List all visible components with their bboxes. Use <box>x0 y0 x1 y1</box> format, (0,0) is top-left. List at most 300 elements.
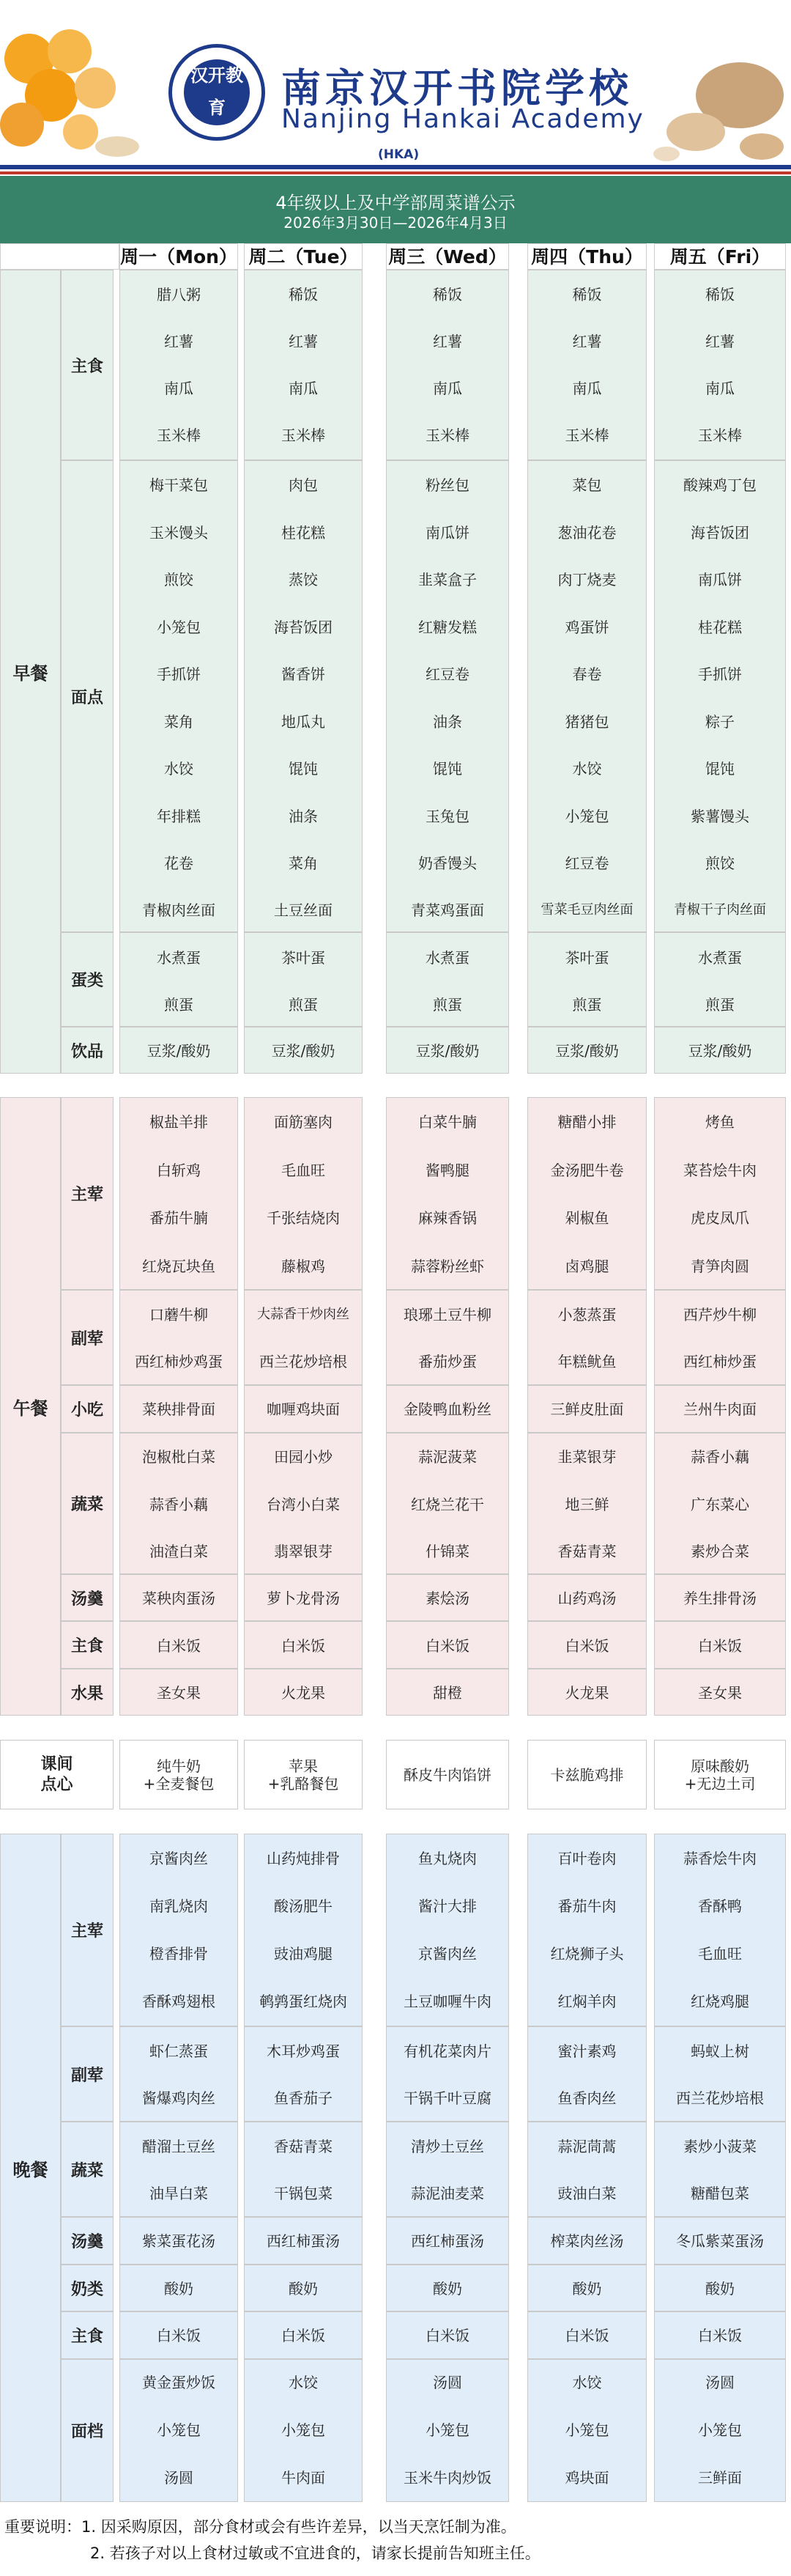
dinner-cell <box>119 2026 238 2122</box>
dish-item: 年排糕 <box>157 808 201 825</box>
dish-item: 稀饭 <box>572 286 602 303</box>
snack-item: +无边土司 <box>684 1774 756 1793</box>
date-range: 2026年3月30日—2026年4月3日 <box>283 214 508 232</box>
breakfast-row-label: 饮品 <box>61 1027 114 1074</box>
dish-item: 青菜鸡蛋面 <box>411 901 484 919</box>
dish-item: 肉包 <box>289 476 318 494</box>
lunch-cell <box>654 1574 786 1621</box>
dinner-cell <box>386 2217 509 2265</box>
breakfast-cell <box>527 1027 647 1074</box>
dish-item: 南瓜 <box>433 380 462 397</box>
snack-item: +全麦餐包 <box>143 1774 215 1793</box>
dish-item: 蜜汁素鸡 <box>557 2042 617 2060</box>
dish-item: 酸奶 <box>433 2280 462 2298</box>
dish-item: 红薯 <box>572 333 602 350</box>
dish-item: 玉米棒 <box>698 427 742 444</box>
dish-item: 南瓜 <box>289 380 318 397</box>
breakfast-cell <box>527 932 647 1027</box>
dinner-row-label: 蔬菜 <box>61 2122 114 2217</box>
lunch-cell <box>244 1290 363 1385</box>
lunch-label: 午餐 <box>0 1097 61 1716</box>
dish-item: 小笼包 <box>157 619 201 636</box>
nuts-decoration-right <box>645 44 791 169</box>
note-2: 2. 若孩子对以上食材过敏或不宜进食的，请家长提前告知班主任。 <box>90 2544 541 2562</box>
dinner-cell <box>654 2265 786 2311</box>
dish-item: 藤椒鸡 <box>281 1258 325 1275</box>
breakfast-cell <box>654 460 786 932</box>
dish-item: 西红柿炒鸡蛋 <box>135 1353 223 1370</box>
dish-item: 白米饭 <box>426 1637 469 1655</box>
lunch-cell <box>527 1669 647 1716</box>
dinner-cell <box>527 2026 647 2122</box>
menu-title: 4年级以上及中学部周菜谱公示 <box>275 193 516 213</box>
lunch-cell <box>119 1433 238 1574</box>
dinner-cell <box>654 2359 786 2502</box>
dish-item: 干锅千叶豆腐 <box>404 2089 491 2107</box>
snack-cell <box>119 1740 238 1809</box>
dish-item: 菜包 <box>572 476 602 494</box>
dish-item: 金陵鸭血粉丝 <box>404 1400 491 1418</box>
lunch-cell <box>654 1621 786 1669</box>
dinner-row-label: 面档 <box>61 2359 114 2502</box>
dish-item: 玉米棒 <box>426 427 469 444</box>
dinner-cell <box>119 2359 238 2502</box>
day-header: 周二（Tue） <box>244 243 363 270</box>
dish-item: 青椒干子肉丝面 <box>674 902 766 918</box>
dinner-cell <box>654 2217 786 2265</box>
lunch-row-label: 蔬菜 <box>61 1433 114 1574</box>
dish-item: 豆浆/酸奶 <box>146 1042 211 1060</box>
notes <box>4 2514 541 2566</box>
dish-item: 牛肉面 <box>281 2469 325 2487</box>
dish-item: 千张结烧肉 <box>267 1209 340 1227</box>
breakfast-cell <box>244 270 363 460</box>
dish-item: 黄金蛋炒饭 <box>142 2374 215 2391</box>
dish-item: 稀饭 <box>705 286 735 303</box>
dish-item: 蒜蓉粉丝虾 <box>411 1258 484 1275</box>
snack-cell <box>386 1740 509 1809</box>
dinner-cell <box>119 2217 238 2265</box>
dish-item: 西红柿蛋汤 <box>411 2232 484 2250</box>
dish-item: 茶叶蛋 <box>565 949 609 967</box>
dish-item: 小葱蒸蛋 <box>557 1306 617 1324</box>
dish-item: 葱油花卷 <box>557 524 617 542</box>
dish-item: 酱鸭腿 <box>426 1162 469 1179</box>
lunch-cell <box>386 1574 509 1621</box>
dish-item: 汤圆 <box>164 2469 193 2487</box>
dish-item: 白米饭 <box>565 2327 609 2344</box>
dish-item: 油渣白菜 <box>149 1543 208 1560</box>
dish-item: 煎蛋 <box>433 996 462 1014</box>
snack-item: +乳酪餐包 <box>267 1774 339 1793</box>
dinner-cell <box>244 1834 363 2026</box>
dish-item: 白米饭 <box>281 2327 325 2344</box>
dish-item: 火龙果 <box>565 1684 609 1702</box>
dish-item: 玉米馒头 <box>149 524 208 542</box>
dinner-cell <box>244 2122 363 2217</box>
dish-item: 有机花菜肉片 <box>404 2042 491 2060</box>
logo-text: 汉开教育 <box>184 59 250 125</box>
dish-item: 猪猪包 <box>565 713 609 731</box>
dish-item: 蒜泥茼蒿 <box>557 2138 617 2155</box>
dish-item: 水饺 <box>164 760 193 778</box>
snack-item: 苹果 <box>289 1757 318 1775</box>
lunch-cell <box>654 1433 786 1574</box>
dish-item: 圣女果 <box>698 1684 742 1702</box>
lunch-row-label: 汤羹 <box>61 1574 114 1621</box>
dish-item: 什锦菜 <box>426 1543 469 1560</box>
dish-item: 玉米棒 <box>565 427 609 444</box>
dish-item: 玉米棒 <box>157 427 201 444</box>
dish-item: 梅干菜包 <box>149 476 208 494</box>
dish-item: 豉油鸡腿 <box>274 1945 333 1963</box>
breakfast-cell <box>244 932 363 1027</box>
dish-item: 白米饭 <box>281 1637 325 1655</box>
lunch-cell <box>119 1097 238 1290</box>
breakfast-cell <box>119 1027 238 1074</box>
dinner-cell <box>119 1834 238 2026</box>
dish-item: 京酱肉丝 <box>418 1945 477 1963</box>
school-header <box>0 0 791 176</box>
breakfast-cell <box>527 460 647 932</box>
dish-item: 水饺 <box>289 2374 318 2391</box>
dish-item: 糖醋包菜 <box>691 2185 749 2202</box>
dish-item: 白菜牛腩 <box>418 1113 477 1131</box>
dish-item: 山药炖排骨 <box>267 1850 340 1867</box>
breakfast-cell <box>244 1027 363 1074</box>
dish-item: 豆浆/酸奶 <box>271 1042 335 1060</box>
dish-item: 地瓜丸 <box>281 713 325 731</box>
dish-item: 清炒土豆丝 <box>411 2138 484 2155</box>
fruit-decoration-left <box>0 15 146 169</box>
dish-item: 甜橙 <box>433 1684 462 1702</box>
dish-item: 青笋肉圆 <box>691 1258 749 1275</box>
dish-item: 番茄牛腩 <box>149 1209 208 1227</box>
dinner-row-label: 汤羹 <box>61 2217 114 2265</box>
breakfast-cell <box>654 270 786 460</box>
snack-label: 课间 点心 <box>0 1740 114 1809</box>
snack-item: 原味酸奶 <box>691 1757 749 1775</box>
dish-item: 香菇青菜 <box>557 1543 617 1560</box>
lunch-cell <box>386 1669 509 1716</box>
dish-item: 蚂蚁上树 <box>691 2042 749 2060</box>
dish-item: 西兰花炒培根 <box>676 2089 764 2107</box>
dish-item: 剁椒鱼 <box>565 1209 609 1227</box>
dish-item: 韭菜盒子 <box>418 571 477 588</box>
dish-item: 馄饨 <box>289 760 318 778</box>
dish-item: 糖醋小排 <box>557 1113 617 1131</box>
dish-item: 红烧狮子头 <box>550 1945 624 1963</box>
dish-item: 豆浆/酸奶 <box>415 1042 480 1060</box>
dish-item: 煎蛋 <box>289 996 318 1014</box>
dish-item: 蒜香小藕 <box>691 1448 749 1466</box>
dinner-cell <box>244 2359 363 2502</box>
dish-item: 雪菜毛豆肉丝面 <box>541 902 634 918</box>
dinner-cell <box>119 2265 238 2311</box>
dish-item: 南瓜饼 <box>426 524 469 542</box>
dinner-cell <box>654 1834 786 2026</box>
dish-item: 酱香饼 <box>281 665 325 683</box>
dish-item: 红薯 <box>289 333 318 350</box>
dish-item: 琅琊土豆牛柳 <box>404 1306 491 1324</box>
lunch-cell <box>386 1433 509 1574</box>
dinner-cell <box>119 2311 238 2359</box>
dish-item: 鸡蛋饼 <box>565 619 609 636</box>
dish-item: 汤圆 <box>705 2374 735 2391</box>
dish-item: 干锅包菜 <box>274 2185 333 2202</box>
dish-item: 西红柿炒蛋 <box>683 1353 757 1370</box>
snack-item: 卡兹脆鸡排 <box>550 1765 624 1784</box>
dish-item: 油旱白菜 <box>149 2185 208 2202</box>
dish-item: 豆浆/酸奶 <box>688 1042 752 1060</box>
dish-item: 粉丝包 <box>426 476 469 494</box>
dish-item: 素烩汤 <box>426 1590 469 1607</box>
dish-item: 椒盐羊排 <box>149 1113 208 1131</box>
lunch-cell <box>244 1621 363 1669</box>
breakfast-cell <box>244 460 363 932</box>
dish-item: 南瓜 <box>164 380 193 397</box>
dish-item: 火龙果 <box>281 1684 325 1702</box>
dish-item: 桂花糕 <box>281 524 325 542</box>
breakfast-cell <box>119 460 238 932</box>
dish-item: 花卷 <box>164 855 193 872</box>
dish-item: 奶香馒头 <box>418 855 477 872</box>
lunch-cell <box>527 1385 647 1433</box>
dish-item: 蒜泥菠菜 <box>418 1448 477 1466</box>
dinner-cell <box>527 2359 647 2502</box>
lunch-cell <box>654 1385 786 1433</box>
dish-item: 红豆卷 <box>565 855 609 872</box>
dish-item: 红焖羊肉 <box>557 1993 617 2010</box>
lunch-cell <box>119 1621 238 1669</box>
day-header: 周一（Mon） <box>119 243 238 270</box>
dish-item: 蒸饺 <box>289 571 318 588</box>
dish-item: 海苔饭团 <box>274 619 333 636</box>
note-1: 重要说明：1. 因采购原因，部分食材或会有些许差异，以当天烹饪制为准。 <box>4 2518 516 2536</box>
dinner-cell <box>386 2026 509 2122</box>
dish-item: 番茄牛肉 <box>557 1897 617 1915</box>
lunch-row-label: 水果 <box>61 1669 114 1716</box>
day-header: 周五（Fri） <box>654 243 786 270</box>
dish-item: 春卷 <box>572 665 602 683</box>
dish-item: 白米饭 <box>157 2327 201 2344</box>
dish-item: 小笼包 <box>565 2421 609 2439</box>
lunch-row-label: 主食 <box>61 1621 114 1669</box>
dish-item: 年糕鱿鱼 <box>557 1353 617 1370</box>
dish-item: 橙香排骨 <box>149 1945 208 1963</box>
dish-item: 木耳炒鸡蛋 <box>267 2042 340 2060</box>
breakfast-cell <box>119 270 238 460</box>
dish-item: 山药鸡汤 <box>557 1590 617 1607</box>
dish-item: 南乳烧肉 <box>149 1897 208 1915</box>
breakfast-cell <box>527 270 647 460</box>
dish-item: 口蘑牛柳 <box>149 1306 208 1324</box>
lunch-cell <box>244 1574 363 1621</box>
dish-item: 煎蛋 <box>572 996 602 1014</box>
dish-item: 毛血旺 <box>281 1162 325 1179</box>
dish-item: 酱爆鸡肉丝 <box>142 2089 215 2107</box>
lunch-cell <box>527 1621 647 1669</box>
dish-item: 养生排骨汤 <box>683 1590 757 1607</box>
dish-item: 油条 <box>433 713 462 731</box>
dish-item: 腊八粥 <box>157 286 201 303</box>
dinner-cell <box>527 2311 647 2359</box>
dish-item: 榨菜肉丝汤 <box>550 2232 624 2250</box>
lunch-cell <box>527 1433 647 1574</box>
dish-item: 南瓜 <box>705 380 735 397</box>
lunch-cell <box>527 1097 647 1290</box>
dish-item: 手抓饼 <box>157 665 201 683</box>
dish-item: 酸辣鸡丁包 <box>683 476 757 494</box>
day-header: 周三（Wed） <box>386 243 509 270</box>
dish-item: 玉米牛肉炒饭 <box>404 2469 491 2487</box>
dish-item: 虎皮凤爪 <box>691 1209 749 1227</box>
dinner-cell <box>654 2311 786 2359</box>
lunch-cell <box>119 1385 238 1433</box>
dish-item: 蒜香小藕 <box>149 1496 208 1513</box>
dish-item: 广东菜心 <box>691 1496 749 1513</box>
dish-item: 蒜香烩牛肉 <box>683 1850 757 1867</box>
dish-item: 泡椒枇白菜 <box>142 1448 215 1466</box>
dish-item: 小笼包 <box>281 2421 325 2439</box>
dish-item: 稀饭 <box>289 286 318 303</box>
lunch-row-label: 主荤 <box>61 1097 114 1290</box>
breakfast-cell <box>119 932 238 1027</box>
dish-item: 毛血旺 <box>698 1945 742 1963</box>
dish-item: 红烧瓦块鱼 <box>142 1258 215 1275</box>
breakfast-cell <box>654 932 786 1027</box>
lunch-cell <box>244 1433 363 1574</box>
dish-item: 素炒小菠菜 <box>683 2138 757 2155</box>
lunch-cell <box>527 1574 647 1621</box>
dish-item: 鱼丸烧肉 <box>418 1850 477 1867</box>
lunch-cell <box>386 1385 509 1433</box>
breakfast-cell <box>386 1027 509 1074</box>
menu-title-band <box>0 176 791 243</box>
dish-item: 萝卜龙骨汤 <box>267 1590 340 1607</box>
dish-item: 玉兔包 <box>426 808 469 825</box>
dinner-cell <box>244 2311 363 2359</box>
dish-item: 西兰花炒培根 <box>259 1353 347 1370</box>
dish-item: 小笼包 <box>565 808 609 825</box>
dish-item: 菜苔烩牛肉 <box>683 1162 757 1179</box>
dish-item: 冬瓜紫菜蛋汤 <box>676 2232 764 2250</box>
dinner-cell <box>386 1834 509 2026</box>
dish-item: 紫薯馒头 <box>691 808 749 825</box>
breakfast-label: 早餐 <box>0 270 61 1074</box>
dish-item: 金汤肥牛卷 <box>550 1162 624 1179</box>
dish-item: 虾仁蒸蛋 <box>149 2042 208 2060</box>
dish-item: 酸奶 <box>705 2280 735 2298</box>
dish-item: 香酥鸡翅根 <box>142 1993 215 2010</box>
dish-item: 红烧鸡腿 <box>691 1993 749 2010</box>
dish-item: 水煮蛋 <box>426 949 469 967</box>
dish-item: 白斩鸡 <box>157 1162 201 1179</box>
dish-item: 酸汤肥牛 <box>274 1897 333 1915</box>
lunch-cell <box>244 1669 363 1716</box>
lunch-cell <box>244 1097 363 1290</box>
school-abbr: (HKA) <box>378 147 420 162</box>
dish-item: 油条 <box>289 808 318 825</box>
dish-item: 酱汁大排 <box>418 1897 477 1915</box>
dish-item: 素炒合菜 <box>691 1543 749 1560</box>
lunch-cell <box>386 1290 509 1385</box>
lunch-cell <box>386 1097 509 1290</box>
dish-item: 香酥鸭 <box>698 1897 742 1915</box>
snack-item: 纯牛奶 <box>157 1757 201 1775</box>
dish-item: 麻辣香锅 <box>418 1209 477 1227</box>
dish-item: 手抓饼 <box>698 665 742 683</box>
dinner-cell <box>386 2265 509 2311</box>
dish-item: 水饺 <box>572 2374 602 2391</box>
dish-item: 面筋塞肉 <box>274 1113 333 1131</box>
lunch-cell <box>654 1097 786 1290</box>
dish-item: 韭菜银芽 <box>557 1448 617 1466</box>
breakfast-cell <box>386 932 509 1027</box>
dish-item: 小笼包 <box>157 2421 201 2439</box>
dinner-cell <box>654 2026 786 2122</box>
header-stripes <box>0 165 791 176</box>
dish-item: 鱼香茄子 <box>274 2089 333 2107</box>
dish-item: 南瓜 <box>572 380 602 397</box>
dish-item: 酸奶 <box>572 2280 602 2298</box>
dish-item: 红薯 <box>705 333 735 350</box>
dinner-row-label: 主荤 <box>61 1834 114 2026</box>
dinner-cell <box>527 2265 647 2311</box>
dish-item: 红烧兰花干 <box>411 1496 484 1513</box>
dinner-cell <box>527 1834 647 2026</box>
school-logo <box>168 44 265 141</box>
breakfast-row-label: 主食 <box>61 270 114 460</box>
dish-item: 小笼包 <box>426 2421 469 2439</box>
lunch-cell <box>244 1385 363 1433</box>
dish-item: 烤鱼 <box>705 1113 735 1131</box>
dinner-cell <box>244 2217 363 2265</box>
dish-item: 煎饺 <box>705 855 735 872</box>
dish-item: 台湾小白菜 <box>267 1496 340 1513</box>
dish-item: 鸡块面 <box>565 2469 609 2487</box>
breakfast-cell <box>386 270 509 460</box>
dinner-cell <box>386 2122 509 2217</box>
lunch-cell <box>654 1290 786 1385</box>
dish-item: 白米饭 <box>157 1637 201 1655</box>
dish-item: 水饺 <box>572 760 602 778</box>
dish-item: 菜角 <box>289 855 318 872</box>
dinner-cell <box>386 2359 509 2502</box>
dish-item: 鱼香肉丝 <box>557 2089 617 2107</box>
dish-item: 京酱肉丝 <box>149 1850 208 1867</box>
dish-item: 粽子 <box>705 713 735 731</box>
dish-item: 酸奶 <box>289 2280 318 2298</box>
dish-item: 桂花糕 <box>698 619 742 636</box>
dish-item: 菜秧肉蛋汤 <box>142 1590 215 1607</box>
dish-item: 小笼包 <box>698 2421 742 2439</box>
dish-item: 白米饭 <box>565 1637 609 1655</box>
dish-item: 煎蛋 <box>164 996 193 1014</box>
dish-item: 醋溜土豆丝 <box>142 2138 215 2155</box>
dish-item: 白米饭 <box>426 2327 469 2344</box>
dinner-cell <box>386 2311 509 2359</box>
dish-item: 红豆卷 <box>426 665 469 683</box>
dish-item: 煎蛋 <box>705 996 735 1014</box>
dish-item: 紫菜蛋花汤 <box>142 2232 215 2250</box>
dish-item: 馄饨 <box>705 760 735 778</box>
day-header: 周四（Thu） <box>527 243 647 270</box>
dish-item: 酸奶 <box>164 2280 193 2298</box>
dish-item: 煎饺 <box>164 571 193 588</box>
dish-item: 南瓜饼 <box>698 571 742 588</box>
dish-item: 田园小炒 <box>274 1448 333 1466</box>
